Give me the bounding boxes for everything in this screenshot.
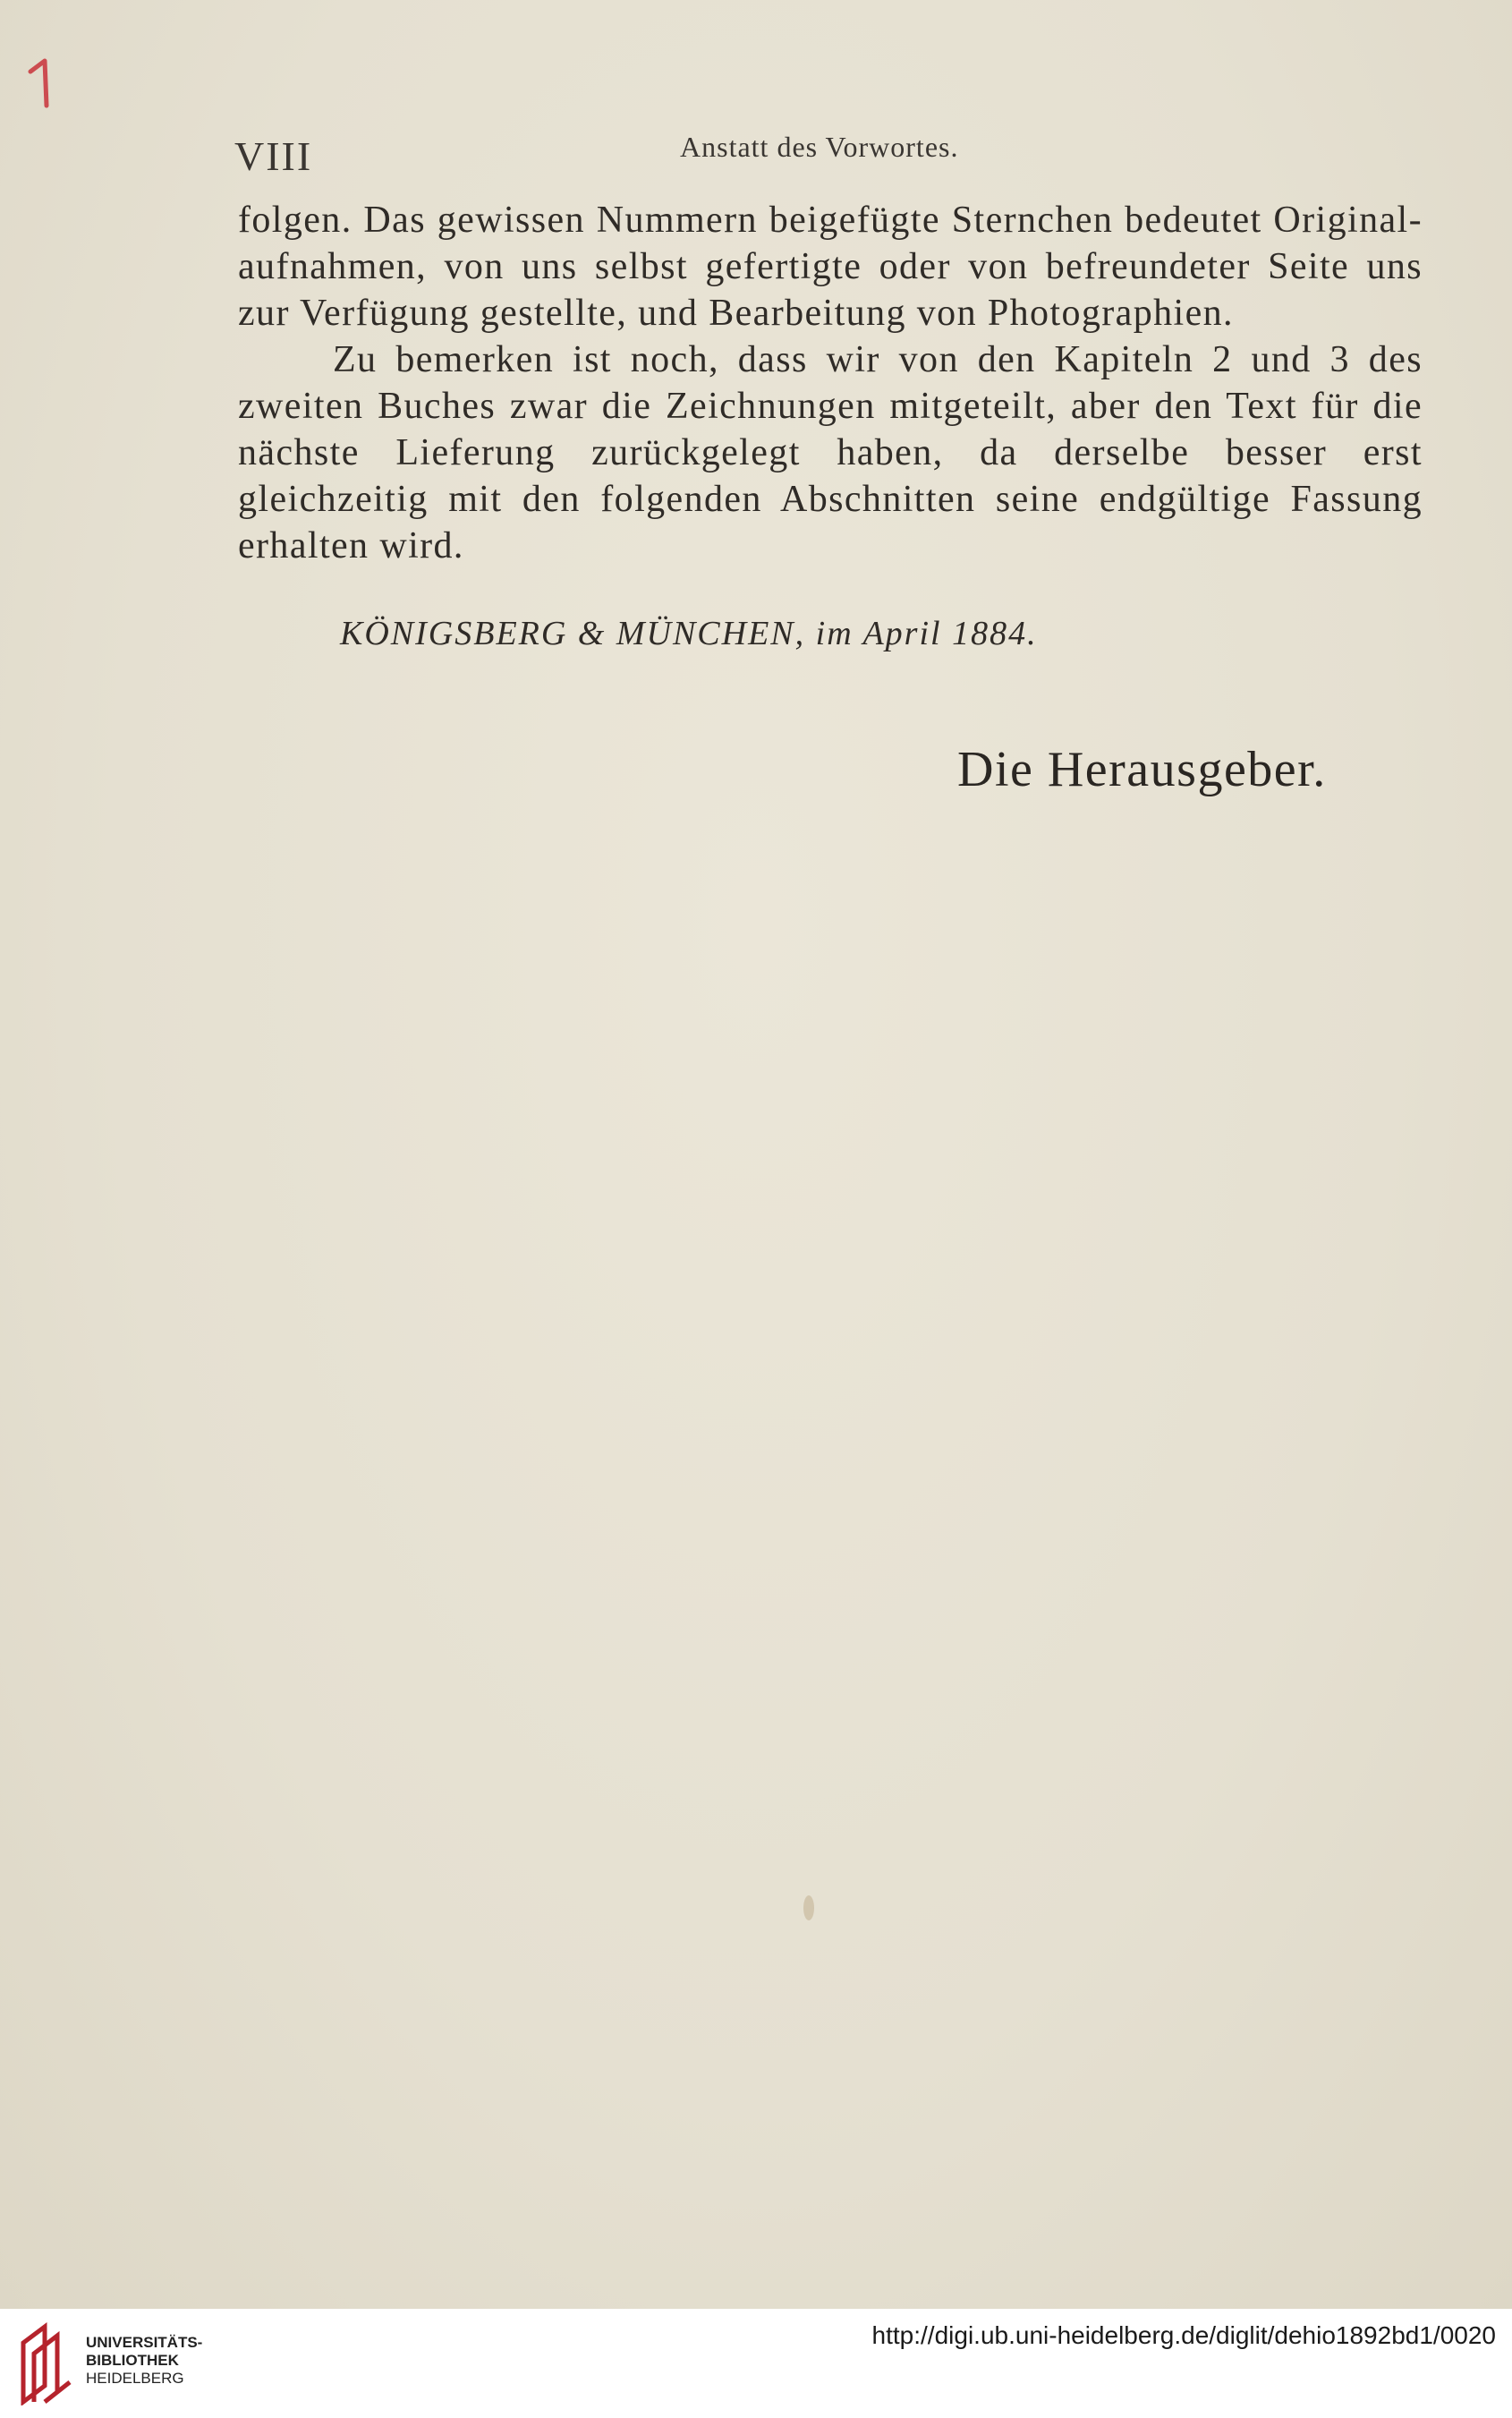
running-title: Anstatt des Vorwortes. [680, 131, 959, 163]
permalink-url[interactable]: http://digi.ub.uni-heidelberg.de/diglit/dehio1892bd1/0020 [871, 2321, 1496, 2349]
signature: Die Herausgeber. [957, 742, 1327, 797]
paragraph-1: folgen. Das gewissen Nummern beigefügte Sternchen bedeutet Original-aufnahmen, von uns selbst gefertigte oder von befreundeter Seite uns zur Verfügung gestellte, und Bearbeitung von Photographien. [238, 200, 1423, 334]
library-name [86, 2334, 202, 2388]
library-name-line-2: BIBLIOTHEK [86, 2352, 179, 2369]
paragraph-2: Zu bemerken ist noch, dass wir von den Kapiteln 2 und 3 des zweiten Buches zwar die Zeichnungen mitgeteilt, aber den Text für die nächste Lieferung zurückgelegt haben, da derselbe besser erst gleichzeitig mit den folgenden Abschnitten seine endgültige Fassung erhalten wird. [238, 339, 1423, 566]
library-name-line-1: UNIVERSITÄTS- [86, 2334, 203, 2351]
library-name-line-3: HEIDELBERG [86, 2370, 184, 2387]
page-number: VIII [234, 133, 313, 179]
dateline: KÖNIGSBERG & MÜNCHEN, im April 1884. [340, 615, 1038, 652]
paper-stain [803, 1895, 814, 1920]
body-text [238, 197, 1423, 569]
library-logo-icon [18, 2321, 77, 2405]
pencil-mark-icon [25, 55, 61, 109]
